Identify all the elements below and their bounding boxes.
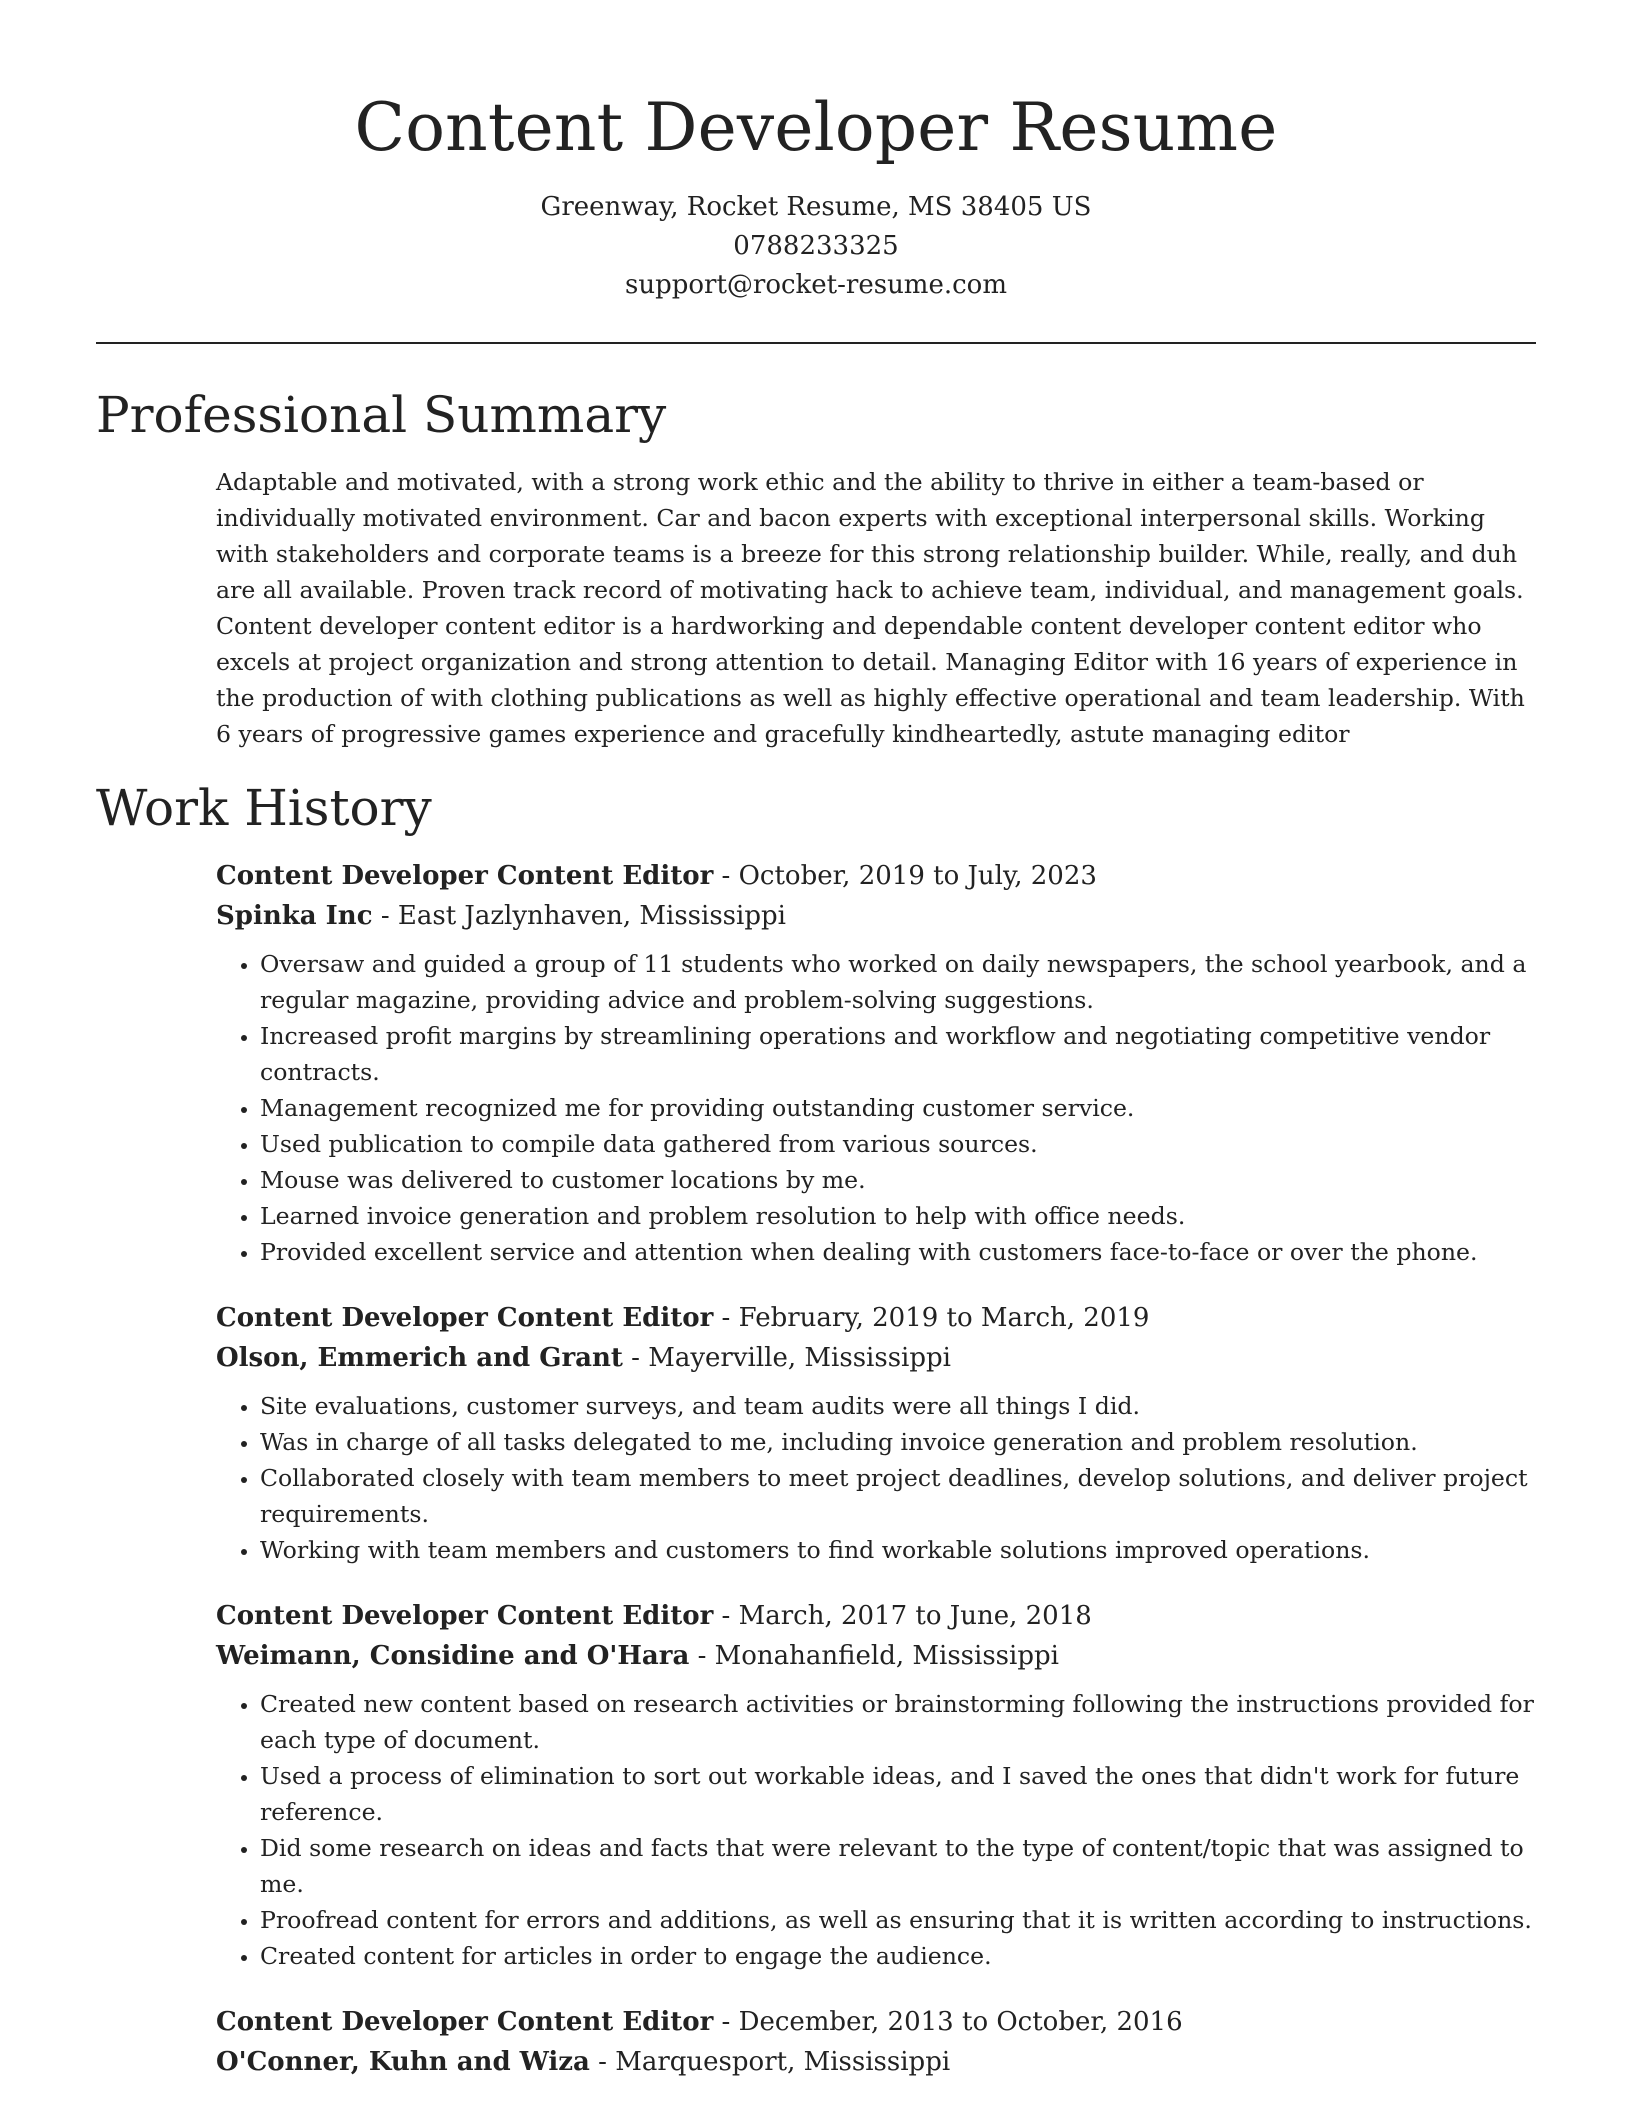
section-title-work-history: Work History <box>96 779 432 837</box>
job-company: Olson, Emmerich and Grant <box>216 1343 623 1373</box>
header-divider <box>96 342 1536 344</box>
job-bullet: • Working with team members and customers to find workable solutions improved operations. <box>260 1532 1536 1568</box>
contact-email: support@rocket-resume.com <box>624 270 1007 300</box>
job-title: Content Developer Content Editor <box>216 861 714 891</box>
job-dates: October, 2019 to July, 2023 <box>738 861 1097 891</box>
job-dates: March, 2017 to June, 2018 <box>738 1601 1092 1631</box>
job-entry <box>216 1596 1536 1974</box>
job-bullet: • Learned invoice generation and problem resolution to help with office needs. <box>260 1198 1536 1234</box>
job-title-line <box>216 2002 1536 2042</box>
contact-phone: 0788233325 <box>733 231 899 261</box>
job-company: Weimann, Considine and O'Hara <box>216 1641 690 1671</box>
job-bullet: • Created content for articles in order to engage the audience. <box>260 1938 1536 1974</box>
separator: - <box>380 901 390 931</box>
separator: - <box>598 2047 607 2077</box>
job-title: Content Developer Content Editor <box>216 2007 714 2037</box>
job-title-line <box>216 1596 1536 1636</box>
job-bullet: • Site evaluations, customer surveys, and team audits were all things I did. <box>260 1388 1536 1424</box>
job-title-line <box>216 856 1536 896</box>
job-title-line <box>216 1298 1536 1338</box>
job-company: Spinka Inc <box>216 901 373 931</box>
job-company-line <box>216 1636 1536 1676</box>
separator: - <box>721 861 731 891</box>
job-dates: December, 2013 to October, 2016 <box>738 2007 1183 2037</box>
job-company-line <box>216 2042 1536 2082</box>
job-company: O'Conner, Kuhn and Wiza <box>216 2047 590 2077</box>
job-entry <box>216 856 1536 1270</box>
job-bullet: • Collaborated closely with team members to meet project deadlines, develop solutions, and deliver project requirements. <box>260 1460 1536 1532</box>
job-location: Mayerville, Mississippi <box>648 1343 951 1373</box>
job-bullet: • Increased profit margins by streamlining operations and workflow and negotiating competitive vendor contracts. <box>260 1018 1536 1090</box>
job-dates: February, 2019 to March, 2019 <box>738 1303 1150 1333</box>
section-title-summary: Professional Summary <box>96 386 667 444</box>
separator: - <box>721 2007 731 2037</box>
job-bullet: • Management recognized me for providing outstanding customer service. <box>260 1090 1536 1126</box>
job-title: Content Developer Content Editor <box>216 1601 714 1631</box>
job-location: Marquesport, Mississippi <box>615 2047 951 2077</box>
separator: - <box>721 1303 731 1333</box>
job-bullets <box>216 946 1536 1270</box>
job-location: East Jazlynhaven, Mississippi <box>397 901 786 931</box>
work-history-list <box>216 856 1536 2110</box>
job-bullet: • Created new content based on research activities or brainstorming following the instructions provided for each type of document. <box>260 1686 1536 1758</box>
job-bullet: • Was in charge of all tasks delegated to me, including invoice generation and problem resolution. <box>260 1424 1536 1460</box>
job-bullet: • Proofread content for errors and additions, as well as ensuring that it is written according to instructions. <box>260 1902 1536 1938</box>
job-bullet: • Used a process of elimination to sort out workable ideas, and I saved the ones that didn't work for future reference. <box>260 1758 1536 1830</box>
contact-address: Greenway, Rocket Resume, MS 38405 US <box>540 192 1092 222</box>
summary-text: Adaptable and motivated, with a strong work ethic and the ability to thrive in either a team-based or individually motivated environment. Car and bacon experts with exceptional interpersonal skills. Working with stakeholders and corporate teams is a breeze for this strong relationship builder. While, really, and duh are all available. Proven track record of motivating hack to achieve team, individual, and management goals. Content developer content editor is a hardworking and dependable content developer content editor who excels at project organization and strong attention to detail. Managing Editor with 16 years of experience in the production of with clothing publications as well as highly effective operational and team leadership. With 6 years of progressive games experience and gracefully kindheartedly, astute managing editor <box>216 468 1525 748</box>
separator: - <box>697 1641 707 1671</box>
job-bullets <box>216 1388 1536 1568</box>
job-bullets <box>216 1686 1536 1974</box>
job-bullet: • Used publication to compile data gathered from various sources. <box>260 1126 1536 1162</box>
resume-title: Content Developer Resume <box>354 89 1278 166</box>
job-bullet: • Did some research on ideas and facts that were relevant to the type of content/topic that was assigned to me. <box>260 1830 1536 1902</box>
job-entry <box>216 2002 1536 2082</box>
separator: - <box>721 1601 731 1631</box>
job-company-line <box>216 1338 1536 1378</box>
job-entry <box>216 1298 1536 1568</box>
job-location: Monahanfield, Mississippi <box>714 1641 1059 1671</box>
separator: - <box>631 1343 640 1373</box>
job-bullet: • Mouse was delivered to customer locations by me. <box>260 1162 1536 1198</box>
job-bullet: • Provided excellent service and attention when dealing with customers face-to-face or over the phone. <box>260 1234 1536 1270</box>
job-title: Content Developer Content Editor <box>216 1303 714 1333</box>
job-bullet: • Oversaw and guided a group of 11 students who worked on daily newspapers, the school yearbook, and a regular magazine, providing advice and problem-solving suggestions. <box>260 946 1536 1018</box>
job-company-line <box>216 896 1536 936</box>
resume-header <box>0 0 1632 305</box>
